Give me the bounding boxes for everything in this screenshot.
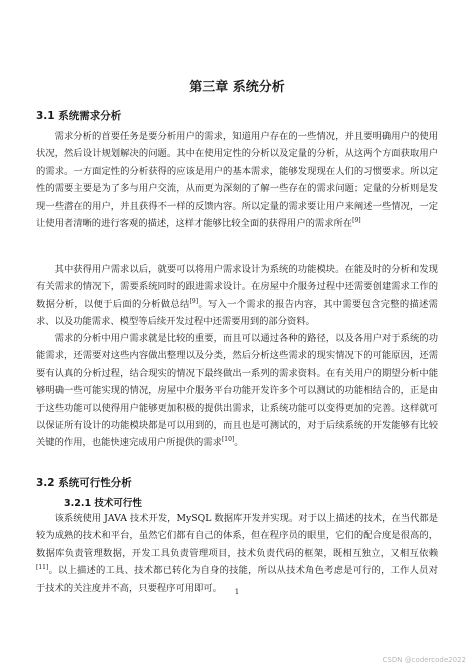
paragraph-text: 需求分析的首要任务是要分析用户的需求，知道用户存在的一些情况，并且要明确用户的使用状况，然后设计规划解决的问题。其中在使用定性的分析以及定量的分析，从这两个方面获取用户的需求。一方面定性的分析获得的应该是用户的基本需求，能够发现现在人们的习惯要求。所以定性的需要主要是为了多与用户交流，从而更为深刻的了解一些存在的需求问题；定量的分析则是发现一些潜在的用户，并且获得不一样的反馈内容。所以定量的需求要让用户来阐述一些情况，一定让使用者清晰的进行客观的描述，这样才能够比较全面的获得用户的需求所在 bbox=[36, 131, 438, 230]
citation-ref: [11] bbox=[36, 564, 49, 572]
paragraph-text-tail: 。 bbox=[234, 437, 244, 449]
paragraph-text: 该系统使用 JAVA 技术开发，MySQL 数据库开发并实现。对于以上描述的技术，在当代都是较为成熟的技术和平台，虽然它们都有自己的体系，但在程序员的眼里，它们的配合度是很高的，数据库负责管理数据，开发工具负责管理项目，技术负责代码的框架，既相互独立，又相互依赖 bbox=[36, 513, 438, 559]
paragraph-requirements-intro bbox=[36, 128, 438, 232]
page-number: 1 bbox=[234, 588, 240, 596]
paragraph-text-tail: 。写入一个需求的报告内容，其中需要包含完整的描述需求、以及功能需求、模型等后续开发过程中还需要用到的部分资料。 bbox=[36, 298, 438, 328]
paragraph-technical-feasibility bbox=[36, 510, 438, 597]
section-heading-3-1: 3.1 系统需求分析 bbox=[36, 110, 122, 122]
paragraph-requirements-modules bbox=[36, 261, 438, 331]
paragraph-text: 其中获得用户需求以后，就要可以将用户需求设计为系统的功能模块。在能及时的分析和发现有关需求的情况下，需要系统同时的跟进需求设计。在房屋中介服务过程中还需要创建需求工作的数据分析，以便于后面的分析做总结 bbox=[36, 264, 438, 310]
paragraph-text: 需求的分析中用户需求就是比较的重要，而且可以通过各种的路径，以及各用户对于系统的功能需求，还需要对这些内容做出整理以及分类，然后分析这些需求的现实情况下的可能原因，还需要有认真的分析过程，结合现实的情况下最终做出一系列的需求资料。在有关用户的期望分析中能够明确一些可能实现的情况，房屋中介服务平台功能开发许多个可以测试的功能相结合的，正是由于这些功能可以使得用户能够更加积极的提供出需求，让系统功能可以变得更加的完善。这样就可以保证所有设计的功能模块都是可以用到的，而且也是可测试的，对于后续系统的开发能够有比较关键的作用，也能快速完成用户所提供的需求 bbox=[36, 333, 438, 449]
citation-ref: [9] bbox=[189, 297, 199, 305]
citation-ref: [10] bbox=[221, 436, 235, 444]
paragraph-text-tail: 。以上描述的工具、技术都已转化为自身的技能，所以从技术角色考虑是可行的，工作人员对于技术的关注度并不高，只要程序可用即可。 bbox=[36, 565, 438, 594]
paragraph-requirements-analysis bbox=[36, 330, 438, 452]
section-heading-3-2: 3.2 系统可行性分析 bbox=[36, 477, 132, 489]
csdn-watermark: CSDN @codercode2022 bbox=[382, 656, 466, 664]
subsection-heading-3-2-1: 3.2.1 技术可行性 bbox=[64, 498, 142, 509]
chapter-title: 第三章 系统分析 bbox=[189, 80, 285, 95]
citation-ref: [9] bbox=[352, 216, 361, 224]
